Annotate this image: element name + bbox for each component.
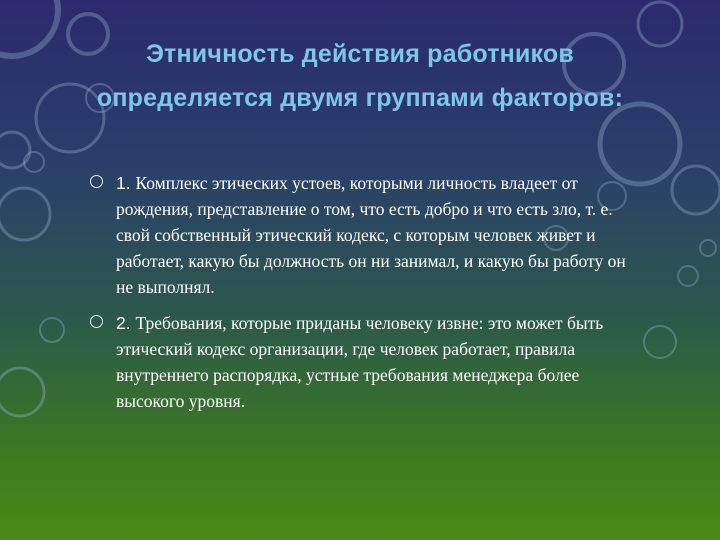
bullet-number: 1.: [116, 173, 136, 193]
bullet-item-2: [104, 310, 644, 414]
slide-title: [0, 32, 720, 120]
bullet-text: Комплекс этических устоев, которыми личность владеет от рождения, представление о том, что есть добро и что есть зло, т. е. свой собственный этический кодекс, с которым человек живет и работает, какую бы должность он ни занимал, и какую бы работу он не выполнял.: [116, 173, 626, 297]
bullet-number: 2.: [116, 313, 136, 333]
bullet-list: [104, 170, 644, 424]
bullet-text: Требования, которые приданы человеку извне: это может быть этический кодекс организации, где человек работает, правила внутреннего распорядка, устные требования менеджера более высокого уровня.: [116, 313, 604, 411]
bullet-item-1: [104, 170, 644, 300]
title-line-1: Этничность действия работников: [146, 40, 574, 68]
ring-bullet-icon: [90, 175, 103, 188]
title-line-2: определяется двумя группами факторов:: [96, 84, 624, 112]
ring-bullet-icon: [90, 315, 103, 328]
